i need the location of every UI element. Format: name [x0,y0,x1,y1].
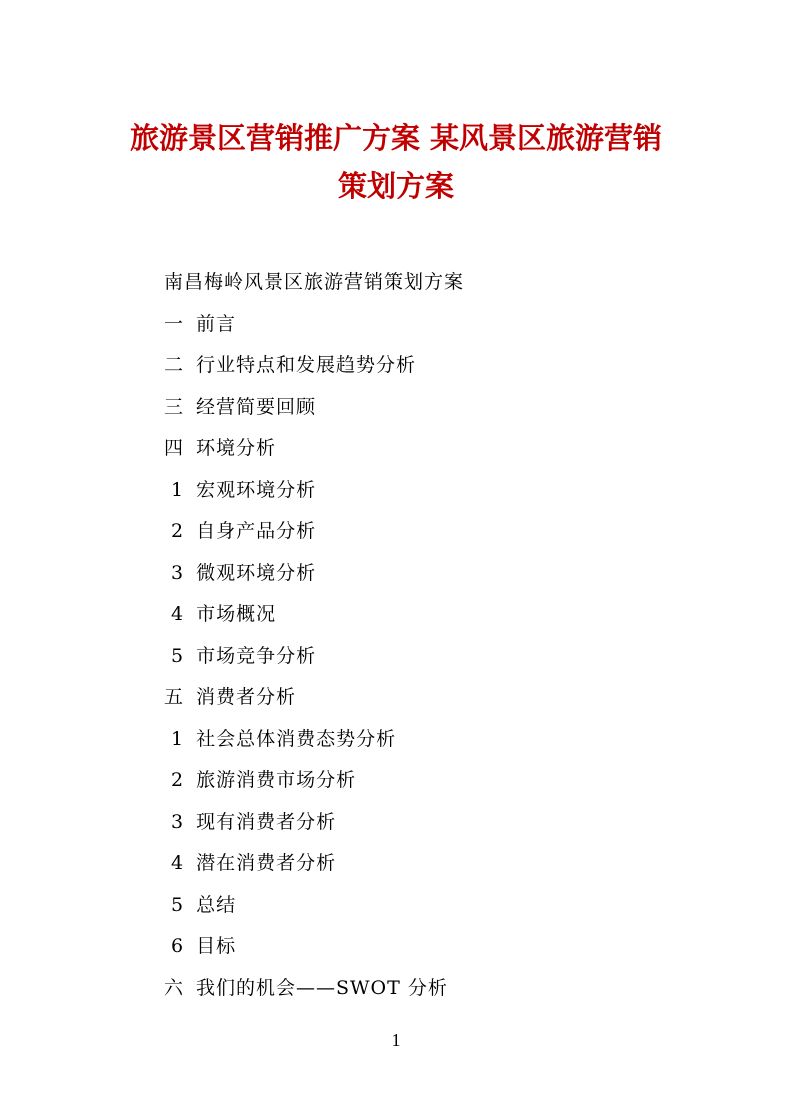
toc-item-text: 前言 [196,312,237,335]
toc-item-number: 四 [164,437,185,459]
toc-item [164,428,684,470]
toc-item-text: 自身产品分析 [196,520,317,542]
toc-subitem [164,511,684,553]
table-of-contents [164,262,684,1009]
toc-item [164,677,684,719]
toc-item-text: 旅游消费市场分析 [196,769,357,791]
toc-item-text: 行业特点和发展趋势分析 [196,354,417,376]
toc-subitem [164,594,684,636]
toc-item-number: 二 [164,354,185,376]
toc-subitem [164,926,684,968]
toc-subitem [164,719,684,761]
toc-item-text: 我们的机会——SWOT 分析 [196,976,448,999]
toc-item-number: 2 [171,769,185,791]
toc-subitem [164,470,684,512]
toc-item-text: 潜在消费者分析 [196,852,337,874]
toc-subitem [164,802,684,844]
page-number: 1 [391,1030,401,1050]
toc-item-number: 4 [171,603,185,625]
toc-item-number: 六 [164,976,185,999]
toc-item-number: 3 [171,810,185,833]
document-title-line-2: 策划方案 [337,169,454,203]
toc-item-number: 一 [164,312,185,335]
toc-item-text: 环境分析 [196,437,277,459]
toc-item [164,262,684,304]
toc-item-number: 5 [171,644,185,667]
toc-item [164,345,684,387]
toc-subitem [164,636,684,678]
toc-item-text: 经营简要回顾 [196,395,317,418]
toc-item [164,304,684,346]
document-title [60,114,732,210]
toc-item [164,387,684,429]
toc-item-text: 南昌梅岭风景区旅游营销策划方案 [164,271,465,293]
toc-item-number: 5 [171,893,185,916]
toc-item-number: 1 [171,478,185,501]
toc-item-text: 目标 [196,935,237,957]
toc-item-number: 6 [171,935,185,957]
toc-item-text: 消费者分析 [196,686,297,708]
toc-item-text: 市场竞争分析 [196,644,317,667]
toc-item-text: 总结 [196,893,237,916]
toc-item-number: 1 [171,727,185,750]
toc-item-text: 市场概况 [196,603,277,625]
toc-subitem [164,885,684,927]
toc-subitem [164,553,684,595]
document-title-line-1: 旅游景区营销推广方案 某风景区旅游营销 [129,121,663,155]
toc-item [164,968,684,1010]
toc-item-text: 现有消费者分析 [196,810,337,833]
toc-item-number: 2 [171,520,185,542]
toc-item-number: 三 [164,395,185,418]
toc-item-number: 五 [164,686,185,708]
toc-item-number: 4 [171,852,185,874]
toc-subitem [164,760,684,802]
toc-item-text: 微观环境分析 [196,561,317,584]
toc-item-number: 3 [171,561,185,584]
toc-subitem [164,843,684,885]
toc-item-text: 宏观环境分析 [196,478,317,501]
toc-item-text: 社会总体消费态势分析 [196,727,397,750]
